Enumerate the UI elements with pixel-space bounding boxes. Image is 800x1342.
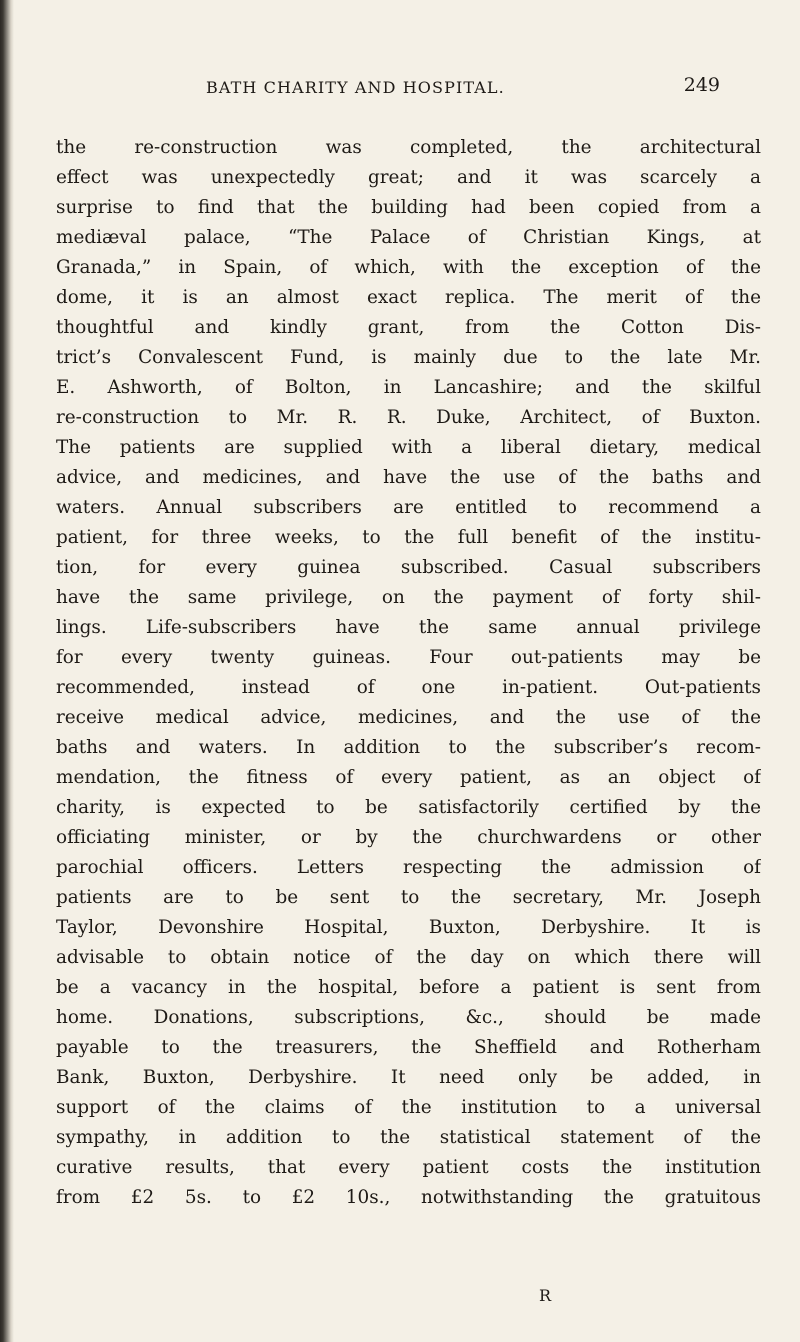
text-line: the re-construction was completed, the architectural (56, 137, 761, 158)
text-line: tion, for every guinea subscribed. Casual subscribers (56, 557, 761, 578)
text-line: charity, is expected to be satisfactorily certified by the (56, 797, 761, 818)
text-line: The patients are supplied with a liberal dietary, medical (56, 437, 761, 458)
text-line: mediæval palace, “The Palace of Christian Kings, at (56, 227, 761, 248)
signature-mark: R (539, 1286, 552, 1305)
text-line: sympathy, in addition to the statistical statement of the (56, 1127, 761, 1148)
text-line: re-construction to Mr. R. R. Duke, Architect, of Buxton. (56, 407, 761, 428)
text-line: support of the claims of the institution to a universal (56, 1097, 761, 1118)
text-line: be a vacancy in the hospital, before a patient is sent from (56, 977, 761, 998)
text-line: receive medical advice, medicines, and the use of the (56, 707, 761, 728)
text-line: have the same privilege, on the payment of forty shil- (56, 587, 761, 608)
text-line: officiating minister, or by the churchwardens or other (56, 827, 761, 848)
text-line: lings. Life-subscribers have the same annual privilege (56, 617, 761, 638)
text-line: Granada,” in Spain, of which, with the exception of the (56, 257, 761, 278)
text-line: payable to the treasurers, the Sheffield and Rotherham (56, 1037, 761, 1058)
text-line: mendation, the fitness of every patient, as an object of (56, 767, 761, 788)
page-number: 249 (683, 74, 720, 96)
text-line: patient, for three weeks, to the full benefit of the institu- (56, 527, 761, 548)
text-line: recommended, instead of one in-patient. Out-patients (56, 677, 761, 698)
text-line: effect was unexpectedly great; and it was scarcely a (56, 167, 761, 188)
text-line: home. Donations, subscriptions, &c., should be made (56, 1007, 761, 1028)
text-line: thoughtful and kindly grant, from the Cotton Dis- (56, 317, 761, 338)
text-line: advisable to obtain notice of the day on which there will (56, 947, 761, 968)
text-line: curative results, that every patient costs the institution (56, 1157, 761, 1178)
text-line: surprise to find that the building had been copied from a (56, 197, 761, 218)
text-line: parochial officers. Letters respecting the admission of (56, 857, 761, 878)
text-line: for every twenty guineas. Four out-patients may be (56, 647, 761, 668)
text-line: patients are to be sent to the secretary, Mr. Joseph (56, 887, 761, 908)
text-line: E. Ashworth, of Bolton, in Lancashire; and the skilful (56, 377, 761, 398)
text-line: waters. Annual subscribers are entitled to recommend a (56, 497, 761, 518)
text-line: dome, it is an almost exact replica. The merit of the (56, 287, 761, 308)
text-line: Taylor, Devonshire Hospital, Buxton, Derbyshire. It is (56, 917, 761, 938)
body-text (56, 133, 761, 1213)
text-line: trict’s Convalescent Fund, is mainly due to the late Mr. (56, 347, 761, 368)
text-line: advice, and medicines, and have the use of the baths and (56, 467, 761, 488)
text-line: Bank, Buxton, Derbyshire. It need only be added, in (56, 1067, 761, 1088)
book-binding-edge (0, 0, 14, 1342)
text-line: baths and waters. In addition to the subscriber’s recom- (56, 737, 761, 758)
running-head: BATH CHARITY AND HOSPITAL. (206, 78, 505, 97)
text-line: from £2 5s. to £2 10s., notwithstanding the gratuitous (56, 1187, 761, 1208)
